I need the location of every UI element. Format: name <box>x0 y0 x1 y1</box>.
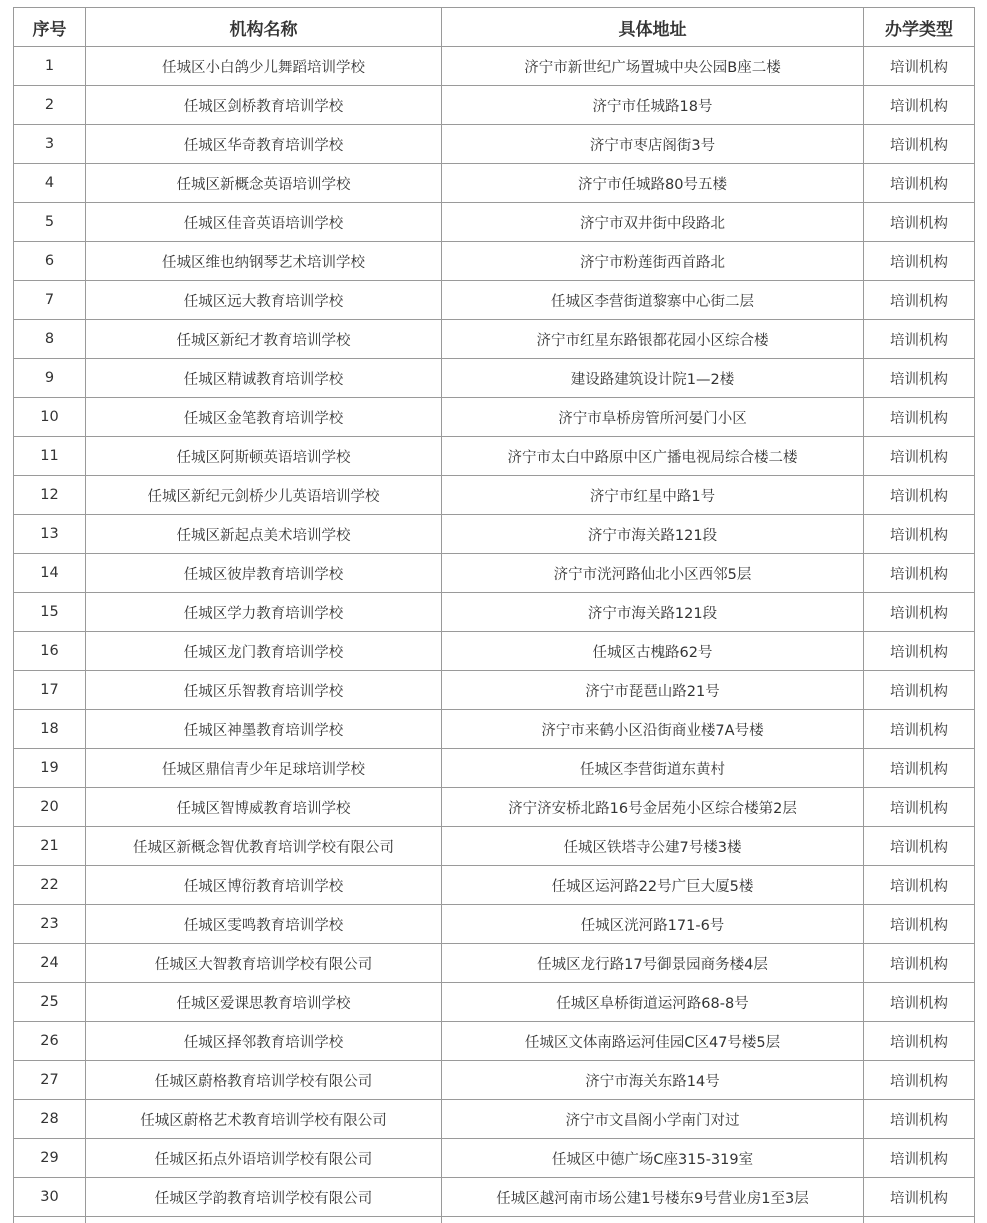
table-row <box>14 827 975 866</box>
cell-school-type: 培训机构 <box>864 593 975 632</box>
cell-index: 30 <box>14 1178 86 1217</box>
cell-school-type: 培训机构 <box>864 164 975 203</box>
cell-address: 济宁市新世纪广场置城中央公园B座二楼 <box>442 47 864 86</box>
cell-index: 19 <box>14 749 86 788</box>
table-row <box>14 320 975 359</box>
table-row <box>14 554 975 593</box>
empty-cell <box>86 1217 442 1223</box>
table-row <box>14 710 975 749</box>
cell-index: 12 <box>14 476 86 515</box>
cell-institution-name: 任城区华奇教育培训学校 <box>86 125 442 164</box>
table-row <box>14 983 975 1022</box>
cell-institution-name: 任城区剑桥教育培训学校 <box>86 86 442 125</box>
cell-institution-name: 任城区新纪才教育培训学校 <box>86 320 442 359</box>
cell-index: 21 <box>14 827 86 866</box>
cell-index: 14 <box>14 554 86 593</box>
cell-school-type: 培训机构 <box>864 437 975 476</box>
cell-index: 29 <box>14 1139 86 1178</box>
cell-institution-name: 任城区阿斯顿英语培训学校 <box>86 437 442 476</box>
cell-index: 24 <box>14 944 86 983</box>
cell-address: 任城区运河路22号广巨大厦5楼 <box>442 866 864 905</box>
cell-school-type: 培训机构 <box>864 476 975 515</box>
table-row <box>14 866 975 905</box>
header-index: 序号 <box>14 8 86 47</box>
cell-school-type: 培训机构 <box>864 1178 975 1217</box>
cell-address: 建设路建筑设计院1—2楼 <box>442 359 864 398</box>
cell-index: 23 <box>14 905 86 944</box>
cell-institution-name: 任城区龙门教育培训学校 <box>86 632 442 671</box>
table-row <box>14 242 975 281</box>
table-row <box>14 47 975 86</box>
cell-school-type: 培训机构 <box>864 281 975 320</box>
cell-address: 任城区古槐路62号 <box>442 632 864 671</box>
cell-institution-name: 任城区择邻教育培训学校 <box>86 1022 442 1061</box>
table-row <box>14 788 975 827</box>
cell-institution-name: 任城区智博威教育培训学校 <box>86 788 442 827</box>
cell-institution-name: 任城区佳音英语培训学校 <box>86 203 442 242</box>
table-row <box>14 632 975 671</box>
cell-school-type: 培训机构 <box>864 1139 975 1178</box>
cell-institution-name: 任城区新概念智优教育培训学校有限公司 <box>86 827 442 866</box>
cell-address: 任城区中德广场C座315-319室 <box>442 1139 864 1178</box>
cell-school-type: 培训机构 <box>864 788 975 827</box>
cell-institution-name: 任城区新纪元剑桥少儿英语培训学校 <box>86 476 442 515</box>
cell-address: 济宁市洸河路仙北小区西邻5层 <box>442 554 864 593</box>
table-row <box>14 671 975 710</box>
cell-school-type: 培训机构 <box>864 515 975 554</box>
cell-school-type: 培训机构 <box>864 1022 975 1061</box>
table-row <box>14 1061 975 1100</box>
cell-institution-name: 任城区小白鸽少儿舞蹈培训学校 <box>86 47 442 86</box>
table-row <box>14 203 975 242</box>
cell-school-type: 培训机构 <box>864 710 975 749</box>
cell-school-type: 培训机构 <box>864 827 975 866</box>
cell-address: 济宁市枣店阁街3号 <box>442 125 864 164</box>
table-header <box>14 8 975 47</box>
cell-index: 15 <box>14 593 86 632</box>
cell-index: 11 <box>14 437 86 476</box>
institution-table <box>13 7 975 1223</box>
cell-index: 5 <box>14 203 86 242</box>
cell-index: 27 <box>14 1061 86 1100</box>
cell-institution-name: 任城区大智教育培训学校有限公司 <box>86 944 442 983</box>
cell-index: 13 <box>14 515 86 554</box>
table-row <box>14 86 975 125</box>
table-row <box>14 164 975 203</box>
table-row-cutoff <box>14 1217 975 1223</box>
cell-address: 济宁市红星东路银都花园小区综合楼 <box>442 320 864 359</box>
cell-institution-name: 任城区爱课思教育培训学校 <box>86 983 442 1022</box>
table-body <box>14 47 975 1223</box>
cell-address: 任城区阜桥街道运河路68-8号 <box>442 983 864 1022</box>
cell-address: 济宁市粉莲街西首路北 <box>442 242 864 281</box>
cell-school-type: 培训机构 <box>864 983 975 1022</box>
table-row <box>14 1178 975 1217</box>
cell-institution-name: 任城区鼎信青少年足球培训学校 <box>86 749 442 788</box>
cell-institution-name: 任城区乐智教育培训学校 <box>86 671 442 710</box>
cell-index: 18 <box>14 710 86 749</box>
cell-institution-name: 任城区神墨教育培训学校 <box>86 710 442 749</box>
table-row <box>14 359 975 398</box>
cell-address: 任城区越河南市场公建1号楼东9号营业房1至3层 <box>442 1178 864 1217</box>
cell-index: 17 <box>14 671 86 710</box>
cell-school-type: 培训机构 <box>864 632 975 671</box>
empty-cell <box>14 1217 86 1223</box>
cell-index: 28 <box>14 1100 86 1139</box>
cell-index: 22 <box>14 866 86 905</box>
cell-index: 1 <box>14 47 86 86</box>
cell-institution-name: 任城区新概念英语培训学校 <box>86 164 442 203</box>
header-school-type: 办学类型 <box>864 8 975 47</box>
cell-address: 济宁市红星中路1号 <box>442 476 864 515</box>
cell-institution-name: 任城区新起点美术培训学校 <box>86 515 442 554</box>
cell-index: 7 <box>14 281 86 320</box>
cell-address: 济宁市琵琶山路21号 <box>442 671 864 710</box>
cell-address: 济宁市任城路18号 <box>442 86 864 125</box>
cell-address: 任城区铁塔寺公建7号楼3楼 <box>442 827 864 866</box>
empty-cell <box>864 1217 975 1223</box>
cell-school-type: 培训机构 <box>864 320 975 359</box>
table-row <box>14 398 975 437</box>
cell-institution-name: 任城区博衍教育培训学校 <box>86 866 442 905</box>
table-row <box>14 905 975 944</box>
cell-index: 6 <box>14 242 86 281</box>
cell-school-type: 培训机构 <box>864 47 975 86</box>
table-row <box>14 476 975 515</box>
cell-school-type: 培训机构 <box>864 1061 975 1100</box>
cell-institution-name: 任城区精诚教育培训学校 <box>86 359 442 398</box>
header-institution-name: 机构名称 <box>86 8 442 47</box>
cell-school-type: 培训机构 <box>864 905 975 944</box>
cell-institution-name: 任城区蔚格艺术教育培训学校有限公司 <box>86 1100 442 1139</box>
cell-address: 济宁市太白中路原中区广播电视局综合楼二楼 <box>442 437 864 476</box>
cell-school-type: 培训机构 <box>864 125 975 164</box>
table-row <box>14 281 975 320</box>
cell-index: 4 <box>14 164 86 203</box>
cell-institution-name: 任城区学力教育培训学校 <box>86 593 442 632</box>
cell-address: 任城区洸河路171-6号 <box>442 905 864 944</box>
cell-address: 济宁市海关东路14号 <box>442 1061 864 1100</box>
cell-address: 济宁市海关路121段 <box>442 515 864 554</box>
cell-address: 济宁市阜桥房管所河晏门小区 <box>442 398 864 437</box>
header-row <box>14 8 975 47</box>
cell-index: 8 <box>14 320 86 359</box>
cell-school-type: 培训机构 <box>864 749 975 788</box>
cell-institution-name: 任城区拓点外语培训学校有限公司 <box>86 1139 442 1178</box>
cell-institution-name: 任城区学韵教育培训学校有限公司 <box>86 1178 442 1217</box>
cell-address: 济宁市海关路121段 <box>442 593 864 632</box>
cell-index: 10 <box>14 398 86 437</box>
cell-address: 济宁市文昌阁小学南门对过 <box>442 1100 864 1139</box>
cell-address: 任城区李营街道东黄村 <box>442 749 864 788</box>
cell-address: 任城区龙行路17号御景园商务楼4层 <box>442 944 864 983</box>
cell-address: 济宁市来鹤小区沿街商业楼7A号楼 <box>442 710 864 749</box>
table-row <box>14 749 975 788</box>
table-row <box>14 125 975 164</box>
cell-index: 9 <box>14 359 86 398</box>
header-address: 具体地址 <box>442 8 864 47</box>
cell-school-type: 培训机构 <box>864 866 975 905</box>
cell-address: 济宁市任城路80号五楼 <box>442 164 864 203</box>
table-row <box>14 1139 975 1178</box>
table-row <box>14 1022 975 1061</box>
cell-address: 任城区李营街道黎寨中心街二层 <box>442 281 864 320</box>
cell-index: 25 <box>14 983 86 1022</box>
cell-index: 2 <box>14 86 86 125</box>
cell-school-type: 培训机构 <box>864 86 975 125</box>
cell-address: 济宁市双井街中段路北 <box>442 203 864 242</box>
cell-school-type: 培训机构 <box>864 398 975 437</box>
cell-institution-name: 任城区维也纳钢琴艺术培训学校 <box>86 242 442 281</box>
cell-address: 济宁济安桥北路16号金居苑小区综合楼第2层 <box>442 788 864 827</box>
cell-school-type: 培训机构 <box>864 1100 975 1139</box>
cell-index: 16 <box>14 632 86 671</box>
table-row <box>14 1100 975 1139</box>
cell-institution-name: 任城区金笔教育培训学校 <box>86 398 442 437</box>
table-row <box>14 593 975 632</box>
cell-index: 3 <box>14 125 86 164</box>
cell-school-type: 培训机构 <box>864 944 975 983</box>
table-row <box>14 944 975 983</box>
cell-school-type: 培训机构 <box>864 203 975 242</box>
table-row <box>14 515 975 554</box>
cell-school-type: 培训机构 <box>864 359 975 398</box>
cell-school-type: 培训机构 <box>864 242 975 281</box>
cell-index: 26 <box>14 1022 86 1061</box>
cell-school-type: 培训机构 <box>864 554 975 593</box>
cell-index: 20 <box>14 788 86 827</box>
cell-address: 任城区文体南路运河佳园C区47号楼5层 <box>442 1022 864 1061</box>
table-row <box>14 437 975 476</box>
cell-institution-name: 任城区蔚格教育培训学校有限公司 <box>86 1061 442 1100</box>
cell-institution-name: 任城区雯鸣教育培训学校 <box>86 905 442 944</box>
cell-institution-name: 任城区彼岸教育培训学校 <box>86 554 442 593</box>
empty-cell <box>442 1217 864 1223</box>
cell-institution-name: 任城区远大教育培训学校 <box>86 281 442 320</box>
cell-school-type: 培训机构 <box>864 671 975 710</box>
